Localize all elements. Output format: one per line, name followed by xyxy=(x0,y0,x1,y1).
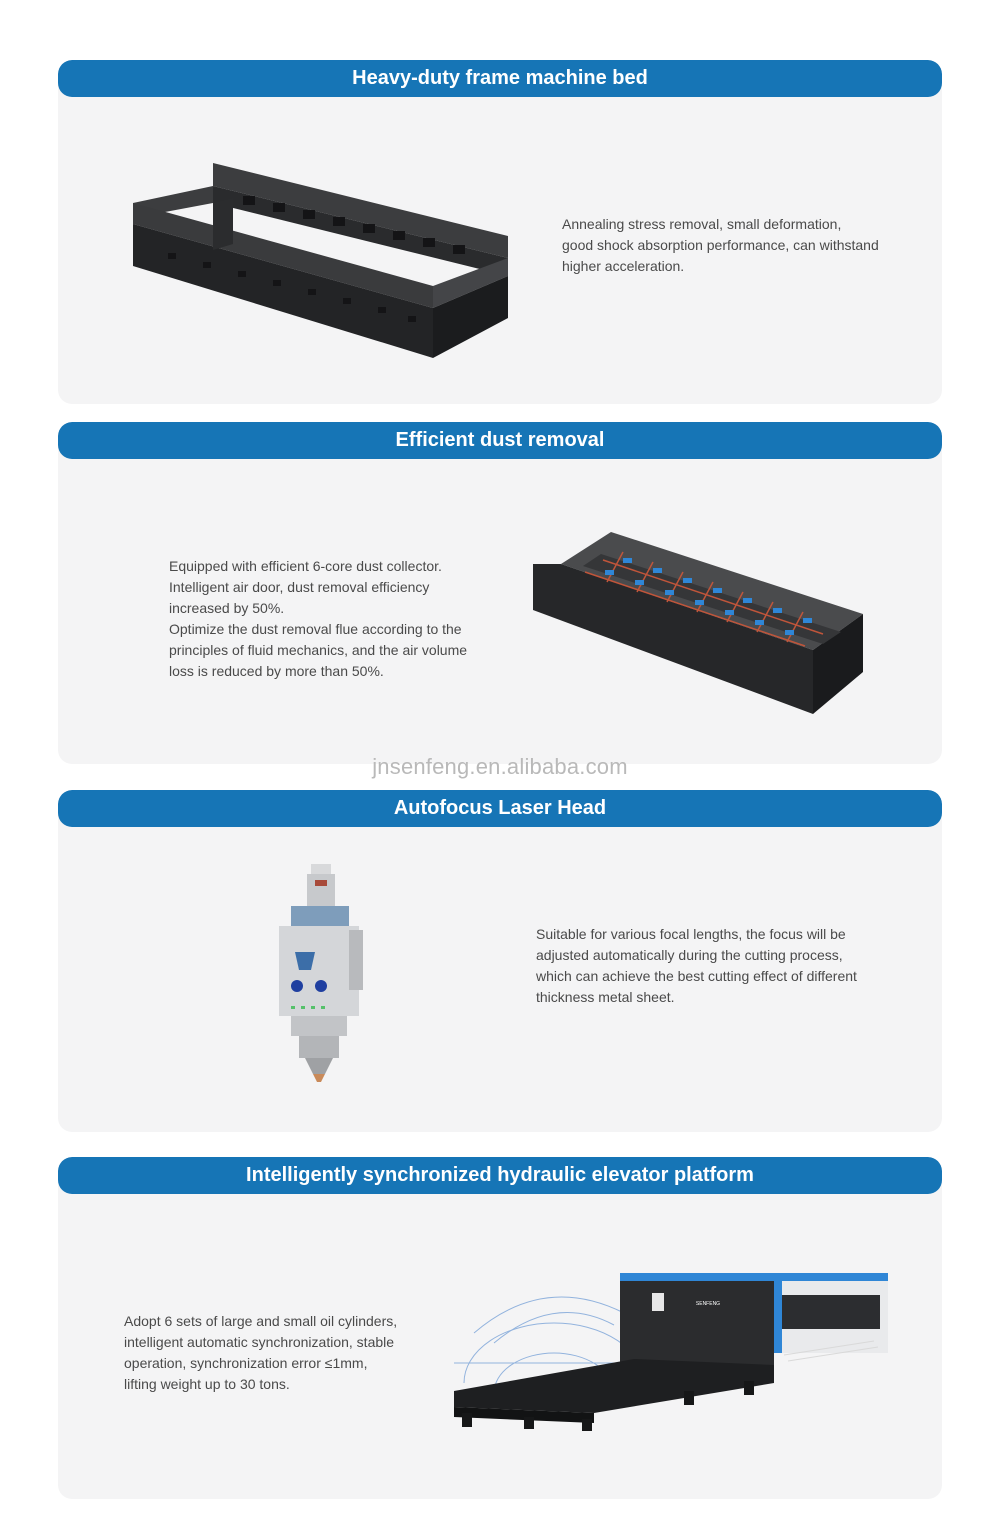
machine-brand-label: SENFENG xyxy=(695,1301,721,1307)
laser-head-image xyxy=(271,860,371,1090)
desc-line: lifting weight up to 30 tons. xyxy=(124,1376,290,1392)
desc-line: operation, synchronization error ≤1mm, xyxy=(124,1355,368,1371)
desc-line: good shock absorption performance, can withstand xyxy=(562,237,879,253)
section-dust-removal xyxy=(58,422,942,764)
elevator-platform-image xyxy=(454,1273,894,1433)
desc-line: thickness metal sheet. xyxy=(536,989,675,1005)
desc-line: Adopt 6 sets of large and small oil cylinders, xyxy=(124,1313,398,1329)
desc-line: Equipped with efficient 6-core dust collector. xyxy=(169,558,442,574)
machine-bed-image xyxy=(128,158,528,388)
desc-line: Suitable for various focal lengths, the focus will be xyxy=(536,926,846,942)
section-description xyxy=(562,214,879,277)
section-title: Intelligently synchronized hydraulic elevator platform xyxy=(58,1157,942,1194)
section-title: Heavy-duty frame machine bed xyxy=(58,60,942,97)
desc-line: which can achieve the best cutting effect of different xyxy=(536,968,857,984)
section-laser-head xyxy=(58,790,942,1132)
desc-line: loss is reduced by more than 50%. xyxy=(169,663,384,679)
desc-line: intelligent automatic synchronization, stable xyxy=(124,1334,395,1350)
desc-line: adjusted automatically during the cutting process, xyxy=(536,947,843,963)
dust-collector-image xyxy=(523,522,873,722)
desc-line: higher acceleration. xyxy=(562,258,685,274)
desc-line: Annealing stress removal, small deformation, xyxy=(562,216,842,232)
watermark: jnsenfeng.en.alibaba.com xyxy=(372,754,628,779)
section-frame-bed xyxy=(58,60,942,404)
desc-line: increased by 50%. xyxy=(169,600,285,616)
desc-line: principles of fluid mechanics, and the air volume xyxy=(169,642,468,658)
desc-line: Intelligent air door, dust removal efficiency xyxy=(169,579,430,595)
section-title: Autofocus Laser Head xyxy=(58,790,942,827)
desc-line: Optimize the dust removal flue according to the xyxy=(169,621,462,637)
section-elevator-platform xyxy=(58,1157,942,1499)
section-title: Efficient dust removal xyxy=(58,422,942,459)
section-description xyxy=(169,556,467,682)
section-description xyxy=(536,924,857,1008)
section-description xyxy=(124,1311,397,1395)
